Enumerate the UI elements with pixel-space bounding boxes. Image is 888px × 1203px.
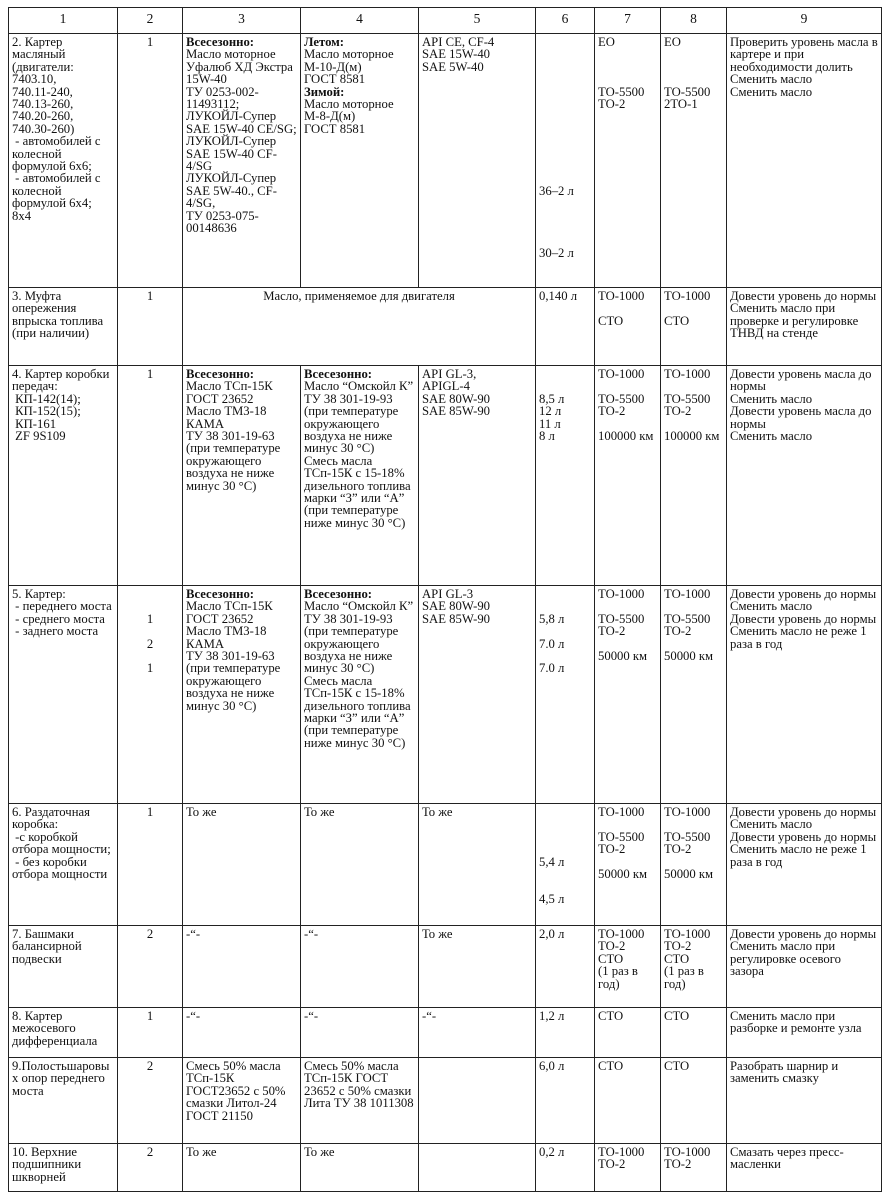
- volume-cell: 1,2 л: [536, 1008, 595, 1058]
- col-header-2: 2: [118, 8, 183, 34]
- quantity-cell: 1: [118, 288, 183, 366]
- table-row: [9, 1144, 882, 1192]
- service-interval-alt-cell: ТО-1000 СТО: [661, 288, 727, 366]
- alt-lubricant-cell: То же: [301, 1144, 419, 1192]
- table-row: [9, 586, 882, 804]
- lubricant-text: Масло “Омскойл К” ТУ 38 301-19-93 (при температуре окружающего воздуха не ниже минус 30 °С) Смесь масла ТСп-15К с 15-18% дизельного топлива марки “З” или “А” (при температуре ниже минус 30 °С): [304, 379, 414, 530]
- spec-cell: API CE, CF-4 SAE 15W-40 SAE 5W-40: [419, 34, 536, 288]
- service-interval-cell: ТО-1000 ТО-2: [595, 1144, 661, 1192]
- service-interval-alt-cell: ТО-1000 ТО-5500 ТО-2 50000 км: [661, 804, 727, 926]
- season-label: Всесезонно:: [304, 587, 373, 601]
- unit-name-cell: 9.Полостьшаровых опор переднего моста: [9, 1058, 118, 1144]
- unit-name-cell: 3. Муфта опережения впрыска топлива (при наличии): [9, 288, 118, 366]
- quantity-cell: 1: [118, 366, 183, 586]
- quantity-cell: 2: [118, 1144, 183, 1192]
- lubricant-text: Масло моторное Уфалюб ХД Экстра 15W-40 ТУ 0253-002-11493112; ЛУКОЙЛ-Супер SAE 15W-40 CE/SG; ЛУКОЙЛ-Супер SAE 15W-40 CF-4/SG ЛУКОЙЛ-Супер SAE 5W-40., CF-4/SG, ТУ 0253-075-00148636: [186, 47, 297, 236]
- main-lubricant-cell: Смесь 50% масла ТСп-15К ГОСТ23652 с 50% смазки Литол-24 ГОСТ 21150: [183, 1058, 301, 1144]
- quantity-cell: 1: [118, 34, 183, 288]
- season-label: Летом:: [304, 35, 345, 49]
- quantity-cell: 1: [118, 804, 183, 926]
- service-interval-alt-cell: ТО-1000 ТО-2 СТО (1 раз в год): [661, 926, 727, 1008]
- main-lubricant-cell: [183, 366, 301, 586]
- col-header-3: 3: [183, 8, 301, 34]
- table-row: [9, 1058, 882, 1144]
- table-row: [9, 926, 882, 1008]
- action-cell: Проверить уровень масла в картере и при необходимости долить Сменить масло Сменить масло: [727, 34, 882, 288]
- volume-cell: 0,140 л: [536, 288, 595, 366]
- main-lubricant-cell: То же: [183, 1144, 301, 1192]
- action-cell: Довести уровень до нормы Сменить масло при регулировке осевого зазора: [727, 926, 882, 1008]
- alt-lubricant-cell: [301, 34, 419, 288]
- quantity-cell: 2: [118, 1058, 183, 1144]
- unit-name-cell: 5. Картер: - переднего моста - среднего моста - заднего моста: [9, 586, 118, 804]
- volume-cell: 0,2 л: [536, 1144, 595, 1192]
- spec-cell: [419, 1058, 536, 1144]
- lubricant-text: Масло ТСп-15К ГОСТ 23652 Масло ТМ3-18 КАМА ТУ 38 301-19-63 (при температуре окружающего воздуха не ниже минус 30 °С): [186, 599, 281, 713]
- service-interval-cell: СТО: [595, 1008, 661, 1058]
- unit-name-cell: 10. Верхние подшипники шкворней: [9, 1144, 118, 1192]
- volume-cell: 5,4 л 4,5 л: [536, 804, 595, 926]
- lubricant-text: Масло моторное М-10-Д(м) ГОСТ 8581: [304, 47, 394, 87]
- alt-lubricant-cell: [301, 366, 419, 586]
- service-interval-alt-cell: ЕО ТО-5500 2ТО-1: [661, 34, 727, 288]
- quantity-cell: 1 2 1: [118, 586, 183, 804]
- volume-cell: 2,0 л: [536, 926, 595, 1008]
- alt-lubricant-cell: То же: [301, 804, 419, 926]
- action-cell: Смазать через пресс-масленки: [727, 1144, 882, 1192]
- action-cell: Довести уровень до нормы Сменить масло Довести уровень до нормы Сменить масло не реже 1 раза в год: [727, 586, 882, 804]
- alt-lubricant-cell: -“-: [301, 1008, 419, 1058]
- volume-cell: 8,5 л 12 л 11 л 8 л: [536, 366, 595, 586]
- lubricant-text: Масло моторное М-8-Д(м) ГОСТ 8581: [304, 97, 394, 136]
- alt-lubricant-cell: [301, 586, 419, 804]
- season-label: Всесезонно:: [186, 367, 255, 381]
- action-cell: Сменить масло при разборке и ремонте узла: [727, 1008, 882, 1058]
- col-header-9: 9: [727, 8, 882, 34]
- col-header-4: 4: [301, 8, 419, 34]
- service-interval-cell: ТО-1000 ТО-2 СТО (1 раз в год): [595, 926, 661, 1008]
- service-interval-alt-cell: СТО: [661, 1008, 727, 1058]
- quantity-cell: 1: [118, 1008, 183, 1058]
- service-interval-alt-cell: СТО: [661, 1058, 727, 1144]
- spec-cell: -“-: [419, 1008, 536, 1058]
- service-interval-cell: СТО: [595, 1058, 661, 1144]
- action-cell: Довести уровень масла до нормы Сменить масло Довести уровень масла до нормы Сменить масло: [727, 366, 882, 586]
- unit-name-cell: 8. Картер межосевого дифференциала: [9, 1008, 118, 1058]
- season-label: Всесезонно:: [304, 367, 373, 381]
- main-lubricant-cell: [183, 586, 301, 804]
- col-header-5: 5: [419, 8, 536, 34]
- unit-name-cell: 6. Раздаточная коробка: -с коробкой отбора мощности; - без коробки отбора мощности: [9, 804, 118, 926]
- service-interval-alt-cell: ТО-1000 ТО-5500 ТО-2 100000 км: [661, 366, 727, 586]
- col-header-1: 1: [9, 8, 118, 34]
- lubricant-text: Масло “Омскойл К” ТУ 38 301-19-93 (при температуре окружающего воздуха не ниже минус 30 °С) Смесь масла ТСп-15К с 15-18% дизельного топлива марки “З” или “А” (при температуре ниже минус 30 °С): [304, 599, 414, 750]
- spec-cell: То же: [419, 926, 536, 1008]
- action-cell: Довести уровень до нормы Сменить масло при проверке и регулировке ТНВД на стенде: [727, 288, 882, 366]
- service-interval-cell: ЕО ТО-5500 ТО-2: [595, 34, 661, 288]
- table-row: [9, 1008, 882, 1058]
- season-label: Зимой:: [304, 84, 345, 99]
- header-row: [9, 8, 882, 34]
- volume-cell: 6,0 л: [536, 1058, 595, 1144]
- table-row: [9, 288, 882, 366]
- service-interval-cell: ТО-1000 ТО-5500 ТО-2 100000 км: [595, 366, 661, 586]
- col-header-7: 7: [595, 8, 661, 34]
- alt-lubricant-cell: -“-: [301, 926, 419, 1008]
- main-lubricant-cell: То же: [183, 804, 301, 926]
- action-cell: Довести уровень до нормы Сменить масло Довести уровень до нормы Сменить масло не реже 1 раза в год: [727, 804, 882, 926]
- unit-name-cell: 7. Башмаки балансирной подвески: [9, 926, 118, 1008]
- action-cell: Разобрать шарнир и заменить смазку: [727, 1058, 882, 1144]
- main-lubricant-cell: -“-: [183, 926, 301, 1008]
- volume-cell: 36–2 л 30–2 л: [536, 34, 595, 288]
- col-header-6: 6: [536, 8, 595, 34]
- season-label: Всесезонно:: [186, 35, 255, 49]
- main-lubricant-cell: -“-: [183, 1008, 301, 1058]
- main-lubricant-cell: [183, 34, 301, 288]
- merged-lubricant-cell: Масло, применяемое для двигателя: [183, 288, 536, 366]
- table-row: [9, 34, 882, 288]
- table-row: [9, 366, 882, 586]
- lubrication-table: [8, 7, 882, 1192]
- col-header-8: 8: [661, 8, 727, 34]
- service-interval-cell: ТО-1000 СТО: [595, 288, 661, 366]
- volume-cell: 5,8 л 7.0 л 7.0 л: [536, 586, 595, 804]
- spec-cell: То же: [419, 804, 536, 926]
- spec-cell: API GL-3 SAE 80W-90 SAE 85W-90: [419, 586, 536, 804]
- spec-cell: [419, 1144, 536, 1192]
- alt-lubricant-cell: Смесь 50% масла ТСп-15К ГОСТ 23652 с 50% смазки Лита ТУ 38 1011308: [301, 1058, 419, 1144]
- service-interval-alt-cell: ТО-1000 ТО-2: [661, 1144, 727, 1192]
- service-interval-cell: ТО-1000 ТО-5500 ТО-2 50000 км: [595, 586, 661, 804]
- service-interval-cell: ТО-1000 ТО-5500 ТО-2 50000 км: [595, 804, 661, 926]
- service-interval-alt-cell: ТО-1000 ТО-5500 ТО-2 50000 км: [661, 586, 727, 804]
- lubricant-text: Масло ТСп-15К ГОСТ 23652 Масло ТМ3-18 КАМА ТУ 38 301-19-63 (при температуре окружающего воздуха не ниже минус 30 °С): [186, 379, 281, 493]
- spec-cell: API GL-3, APIGL-4 SAE 80W-90 SAE 85W-90: [419, 366, 536, 586]
- season-label: Всесезонно:: [186, 587, 255, 601]
- unit-name-cell: 2. Картер масляный (двигатели: 7403.10, 740.11-240, 740.13-260, 740.20-260, 740.30-260) - автомобилей с колесной формулой 6х6; - автомобилей с колесной формулой 6х4; 8х4: [9, 34, 118, 288]
- quantity-cell: 2: [118, 926, 183, 1008]
- unit-name-cell: 4. Картер коробки передач: КП-142(14); КП-152(15); КП-161 ZF 9S109: [9, 366, 118, 586]
- lubrication-table-page: [8, 7, 881, 1195]
- table-row: [9, 804, 882, 926]
